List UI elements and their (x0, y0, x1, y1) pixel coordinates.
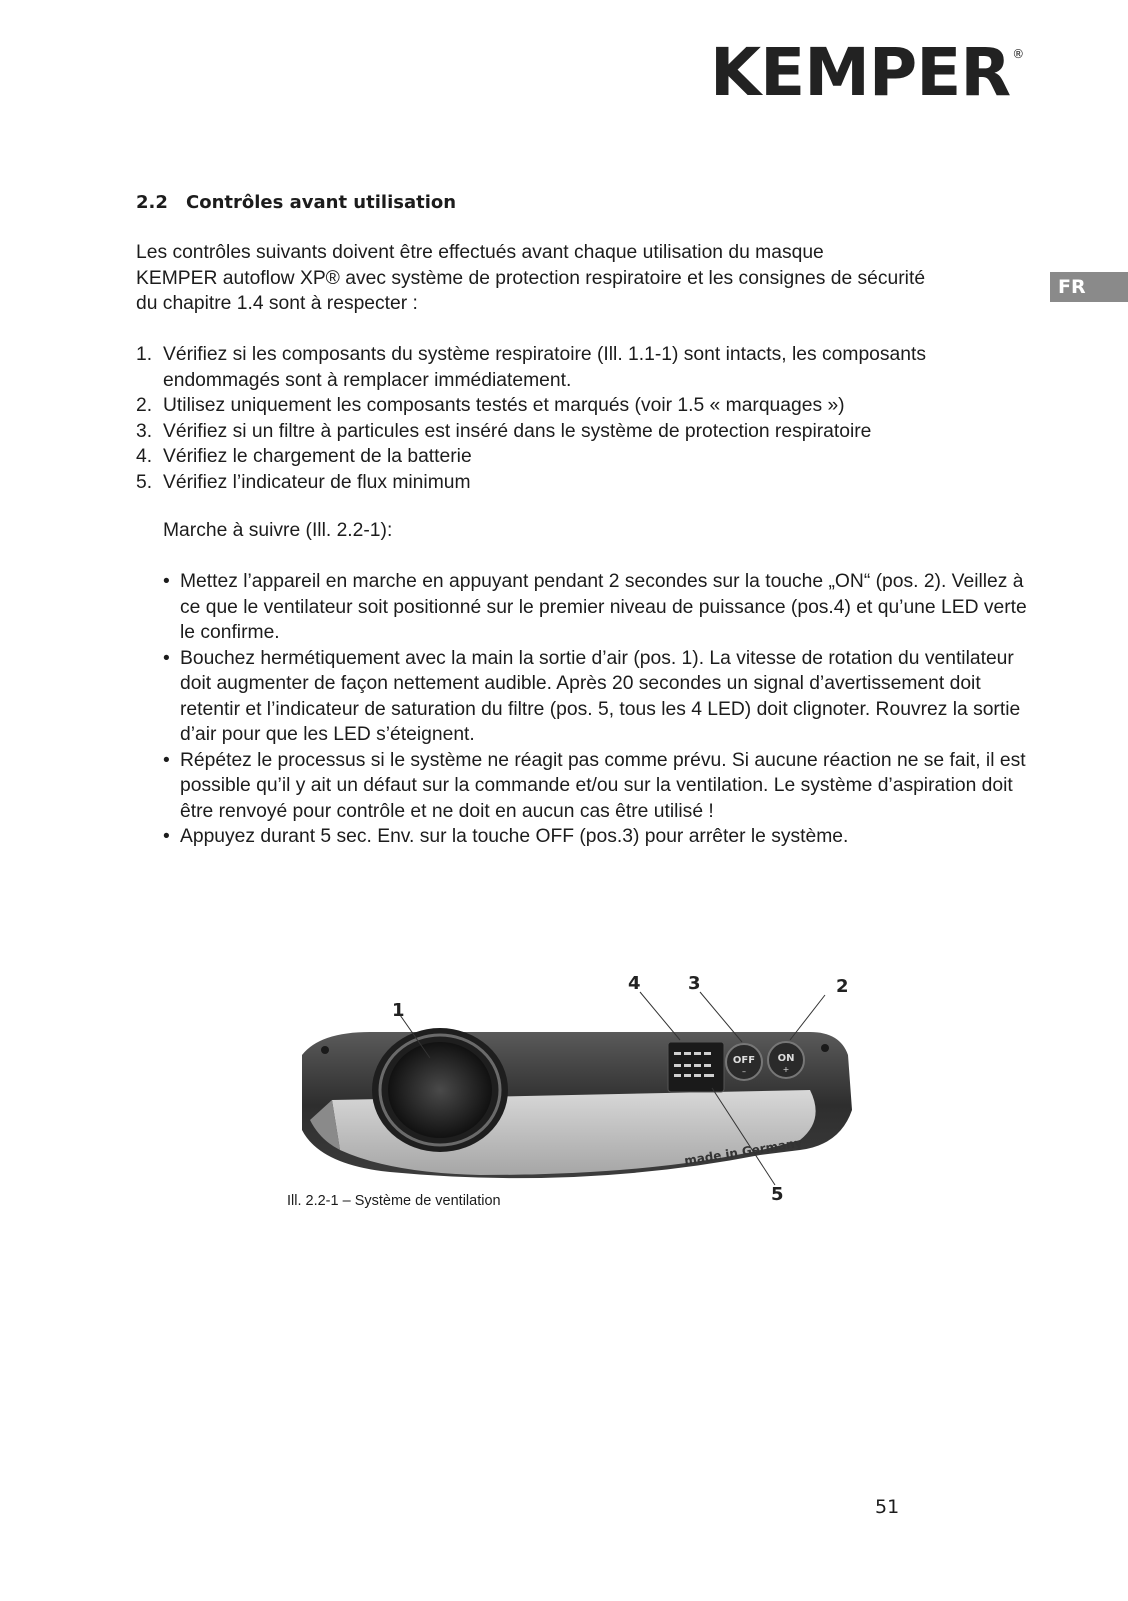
callout-3: 3 (688, 973, 701, 994)
intro-line: KEMPER autoflow XP® avec système de protection respiratoire et les consignes de sécurité (136, 267, 926, 289)
step-number: 2. (136, 395, 153, 416)
step-text: Utilisez uniquement les composants testés et marqués (voir 1.5 « marquages ») (163, 395, 845, 416)
air-outlet (372, 1028, 508, 1152)
on-label: ON (777, 1053, 795, 1064)
bullet-item: • Mettez l’appareil en marche en appuyant pendant 2 secondes sur la touche „ON“ (pos. 2). Veillez à ce que le ventilateur soit positionné sur le premier niveau de puissance (pos.4) et qu’une LED verte le confirme. (163, 569, 1043, 646)
section-number: 2.2 (136, 192, 168, 213)
minus-sign: – (742, 1067, 746, 1076)
intro-paragraph (136, 240, 1016, 317)
off-button (726, 1044, 762, 1080)
intro-line: Les contrôles suivants doivent être effectués avant chaque utilisation du masque (136, 242, 824, 263)
step-number: 3. (136, 420, 153, 442)
section-heading (136, 192, 456, 213)
step-item (136, 444, 1016, 470)
callout-5: 5 (771, 1184, 784, 1205)
step-text: Vérifiez le chargement de la batterie (163, 446, 472, 467)
figure-caption: Ill. 2.2-1 – Système de ventilation (287, 1193, 501, 1209)
step-number: 4. (136, 446, 153, 467)
procedure-label: Marche à suivre (Ill. 2.2-1): (163, 520, 393, 541)
plus-sign: + (782, 1065, 790, 1074)
on-button (768, 1042, 804, 1078)
section-title: Contrôles avant utilisation (186, 192, 457, 213)
step-text: Vérifiez l’indicateur de flux minimum (163, 471, 471, 493)
callout-1: 1 (392, 1000, 405, 1021)
off-label: OFF (732, 1055, 756, 1066)
callout-4: 4 (628, 973, 641, 994)
step-text: Vérifiez si les composants du système respiratoire (Ill. 1.1-1) sont intacts, les composants endommagés sont à remplacer immédiatement. (163, 344, 926, 391)
kemper-logo (710, 34, 1024, 111)
check-steps-list (136, 342, 1016, 495)
step-number: 5. (136, 471, 153, 493)
step-item (136, 470, 1016, 496)
step-item (136, 342, 1016, 393)
ventilation-unit-figure (280, 960, 880, 1210)
step-text: Vérifiez si un filtre à particules est inséré dans le système de protection respiratoire (163, 420, 872, 442)
step-item (136, 393, 1016, 419)
registered-mark: ® (1012, 47, 1024, 61)
procedure-bullets (163, 569, 1043, 850)
logo-text: KEMPER (710, 34, 1011, 111)
language-tab: FR (1050, 272, 1128, 302)
made-in-label: made in Germany (683, 1135, 804, 1168)
bullet-item: • Appuyez durant 5 sec. Env. sur la touche OFF (pos.3) pour arrêter le système. (163, 824, 1043, 850)
callout-2: 2 (836, 976, 849, 997)
step-item (136, 419, 1016, 445)
page-number: 51 (875, 1496, 900, 1518)
bullet-item: • Répétez le processus si le système ne réagit pas comme prévu. Si aucune réaction ne se fait, il est possible qu’il y ait un défaut sur la commande et/ou sur la ventilation. Le système d’aspiration doit être renvoyé pour contrôle et ne doit en aucun cas être utilisé ! (163, 748, 1043, 825)
bullet-item: • Bouchez hermétiquement avec la main la sortie d’air (pos. 1). La vitesse de rotation du ventilateur doit augmenter de façon nettement audible. Après 20 secondes un signal d’avertissement doit retentir et l’indicateur de saturation du filtre (pos. 5, tous les 4 LED) doit clignoter. Rouvrez la sortie d’air pour que les LED s’éteignent. (163, 646, 1043, 748)
led-panel (668, 1042, 724, 1092)
intro-line: du chapitre 1.4 sont à respecter : (136, 293, 418, 314)
step-number: 1. (136, 344, 153, 365)
